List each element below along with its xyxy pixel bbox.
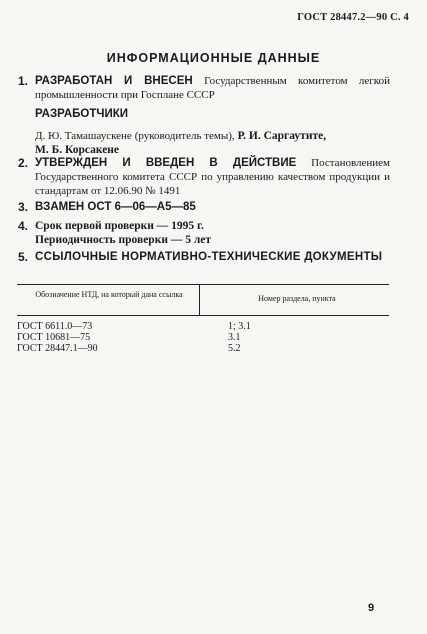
section-4-number: 4. — [18, 219, 29, 233]
section-4 — [18, 219, 390, 247]
developer-1-role: (руководитель темы), — [134, 130, 235, 142]
table-header-section: Номер раздела, пункта — [258, 294, 336, 303]
table-cell-document: ГОСТ 28447.1—90 — [17, 343, 98, 354]
section-4-line-2: Периодичность проверки — 5 лет — [35, 234, 212, 246]
table-cell-section: 5.2 — [228, 343, 241, 354]
table-top-rule — [17, 284, 389, 285]
section-4-line-1: Срок первой проверки — 1995 г. — [35, 220, 204, 232]
section-1-text: Государственным комитетом легкой промышленности при Госплане СССР — [35, 75, 390, 101]
table-column-divider — [199, 284, 200, 315]
section-2-number: 2. — [18, 156, 29, 170]
developer-1-name: Д. Ю. Тамашаускене — [35, 130, 132, 142]
section-1-number: 1. — [18, 74, 29, 88]
section-1-caps: РАЗРАБОТАН И ВНЕСЕН — [35, 75, 193, 87]
section-3-number: 3. — [18, 200, 29, 214]
section-5-number: 5. — [18, 250, 29, 264]
page-number: 9 — [368, 602, 375, 614]
table-header-document: Обозначение НТД, на который дана ссылка — [35, 290, 183, 299]
table-cell-section: 1; 3.1 — [228, 321, 251, 332]
developer-2-name: Р. И. Саргаутите, — [237, 130, 327, 142]
section-2-text: Постановлением Государственного комитета СССР по управлению качеством продукции и стандартам от 12.06.90 № 1491 — [35, 157, 390, 197]
section-5 — [18, 250, 390, 264]
developers-heading: РАЗРАБОТЧИКИ — [35, 108, 128, 120]
table-header-rule — [17, 315, 389, 316]
section-2-caps: УТВЕРЖДЕН И ВВЕДЕН В ДЕЙСТВИЕ — [35, 157, 297, 169]
section-3-caps: ВЗАМЕН ОСТ 6—06—А5—85 — [35, 201, 196, 213]
section-2 — [18, 156, 390, 198]
table-cell-section: 3.1 — [228, 332, 241, 343]
developers-block — [18, 107, 390, 157]
developer-3-name: М. Б. Корсакене — [35, 144, 120, 156]
section-3 — [18, 200, 390, 214]
document-header-code: ГОСТ 28447.2—90 С. 4 — [297, 12, 409, 23]
table-cell-document: ГОСТ 10681—75 — [17, 332, 91, 343]
page-title: ИНФОРМАЦИОННЫЕ ДАННЫЕ — [106, 51, 321, 65]
table-cell-document: ГОСТ 6611.0—73 — [17, 321, 93, 332]
section-5-caps: ССЫЛОЧНЫЕ НОРМАТИВНО-ТЕХНИЧЕСКИЕ ДОКУМЕНТЫ — [35, 251, 383, 263]
section-1 — [18, 74, 390, 102]
